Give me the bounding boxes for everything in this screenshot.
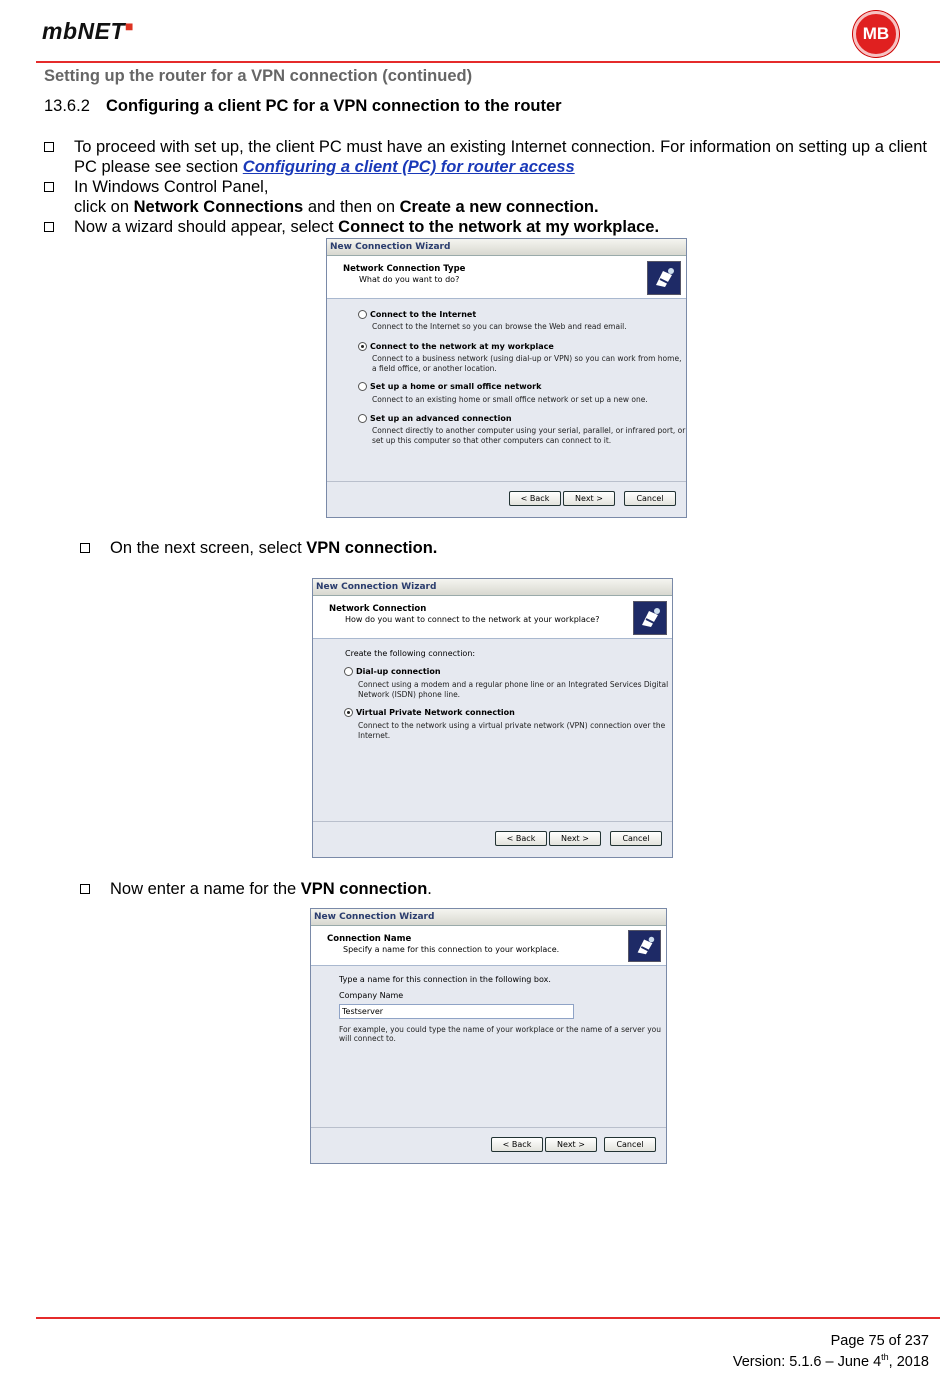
list-item: In Windows Control Panel, click on Network Connections and then on Create a new connection. <box>44 177 934 217</box>
cancel-button[interactable]: Cancel <box>604 1137 656 1152</box>
wizard-body: Create the following connection: Dial-up connection Connect using a modem and a regular phone line or an Integrated Services Digital Network (ISDN) phone line. Virtual Private Network connection Connect to the network using a virtual private network (VPN) connection over the Internet. < Back Next > Cancel <box>313 639 672 857</box>
list-item: Now enter a name for the VPN connection. <box>80 879 680 899</box>
network-wizard-icon <box>647 261 681 295</box>
back-button[interactable]: < Back <box>491 1137 543 1152</box>
wizard-header: Network Connection How do you want to connect to the network at your workplace? <box>313 596 672 639</box>
section-title <box>44 97 562 116</box>
back-button[interactable]: < Back <box>495 831 547 846</box>
mbnet-logo: mbNET■ <box>42 18 134 44</box>
wizard-header: Connection Name Specify a name for this connection to your workplace. <box>311 926 666 966</box>
wizard-footer <box>311 1127 666 1163</box>
checkbox-bullet-icon <box>44 222 54 232</box>
wizard-connection-type <box>326 238 687 518</box>
list-item: On the next screen, select VPN connection. <box>80 538 680 558</box>
page-number: Page 75 of 237 <box>830 1333 929 1349</box>
wizard-footer <box>327 481 686 517</box>
radio-dialup[interactable] <box>344 667 353 676</box>
checkbox-bullet-icon <box>44 182 54 192</box>
mb-badge-logo: MB <box>853 11 899 57</box>
radio-internet[interactable] <box>358 310 367 319</box>
wizard-network-connection <box>312 578 673 858</box>
checkbox-bullet-icon <box>44 142 54 152</box>
back-button[interactable]: < Back <box>509 491 561 506</box>
radio-workplace[interactable] <box>358 342 367 351</box>
radio-vpn[interactable] <box>344 708 353 717</box>
wizard-header: Network Connection Type What do you want to do? <box>327 256 686 299</box>
cancel-button[interactable]: Cancel <box>624 491 676 506</box>
footer-divider <box>36 1317 940 1319</box>
radio-advanced[interactable] <box>358 414 367 423</box>
next-button[interactable]: Next > <box>549 831 601 846</box>
next-button[interactable]: Next > <box>563 491 615 506</box>
wizard-body: Connect to the Internet Connect to the Internet so you can browse the Web and read email. Connect to the network at my workplace Connect to a business network (using dial-up or VPN) so you can work from home, a field office, or another location. Set up a home or small office network Connect to an existing home or small office network or set up a new one. Set up an advanced connection Connect directly to another computer using your serial, parallel, or infrared port, or set up this computer so that other computers can connect to it. < Back Next > Cancel <box>327 299 686 517</box>
network-wizard-icon <box>633 601 667 635</box>
next-button[interactable]: Next > <box>545 1137 597 1152</box>
page-header: Setting up the router for a VPN connection (continued) <box>44 67 473 85</box>
wizard-connection-name <box>310 908 667 1164</box>
network-wizard-icon <box>628 930 661 962</box>
wizard-body: Type a name for this connection in the following box. Company Name Testserver For example, you could type the name of your workplace or the name of a server you will connect to. < Back Next > Cancel <box>311 966 666 1163</box>
cancel-button[interactable]: Cancel <box>610 831 662 846</box>
list-item: To proceed with set up, the client PC must have an existing Internet connection. For information on setting up a client PC please see section Configuring a client (PC) for router access <box>44 137 934 177</box>
radio-home-network[interactable] <box>358 382 367 391</box>
wizard-titlebar: New Connection Wizard <box>311 909 666 926</box>
wizard-titlebar: New Connection Wizard <box>313 579 672 596</box>
wizard-titlebar: New Connection Wizard <box>327 239 686 256</box>
list-item: Now a wizard should appear, select Connect to the network at my workplace. <box>44 217 934 237</box>
wizard-footer <box>313 821 672 857</box>
version-info: Version: 5.1.6 – June 4th, 2018 <box>732 1352 929 1370</box>
section-number: 13.6.2 <box>44 97 90 115</box>
section-heading: Configuring a client PC for a VPN connection to the router <box>106 97 562 115</box>
checkbox-bullet-icon <box>80 884 90 894</box>
section-link[interactable]: Configuring a client (PC) for router access <box>242 158 575 176</box>
checkbox-bullet-icon <box>80 543 90 553</box>
header-divider <box>36 61 940 63</box>
company-name-input[interactable]: Testserver <box>339 1004 574 1019</box>
